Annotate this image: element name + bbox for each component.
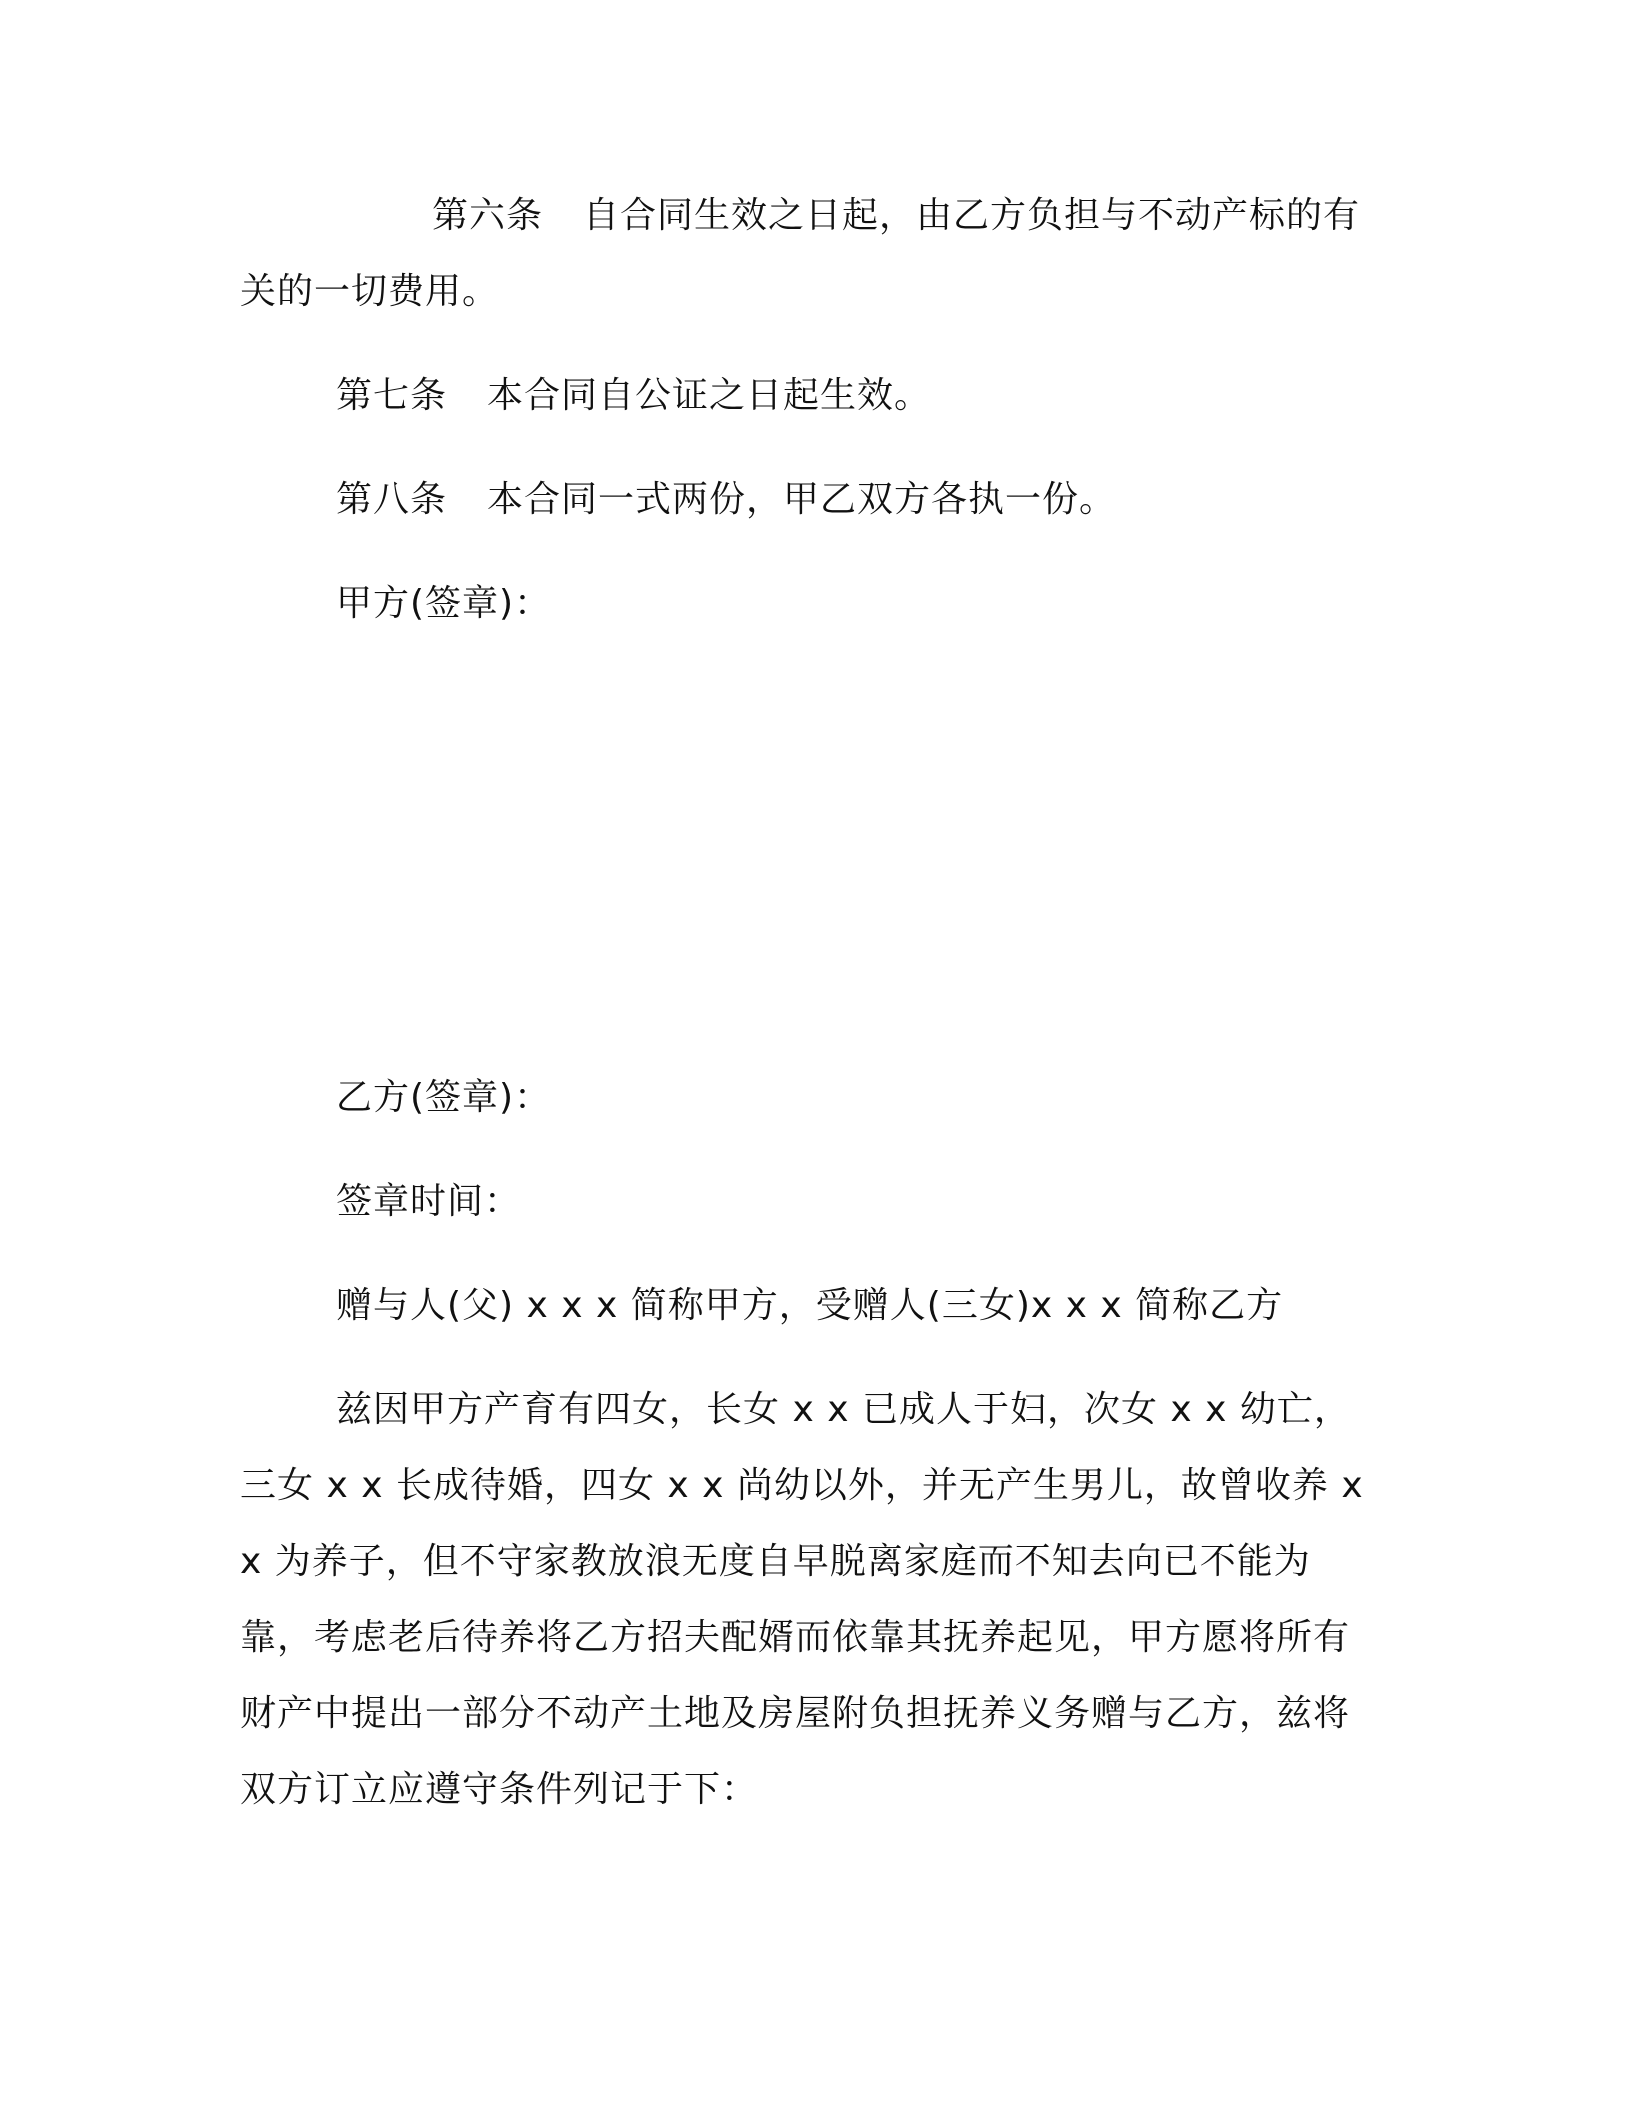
party-b-signature: 乙方(签章)： <box>336 1077 552 1118</box>
article-7-text: 本合同自公证之日起生效。 <box>487 375 932 416</box>
preamble-paragraph: 兹因甲方产育有四女，长女 x x 已成人于妇，次女 x x 幼亡，三女 x x 长成待婚，四女 x x 尚幼以外，并无产生男儿，故曾收养 x x 为养子，但不守家教放浪无度自早脱离家庭而不知去向已不能为靠，考虑老后待养将乙方招夫配婿而依靠其抚养起见，甲方愿将所有财产中提出一部分不动产土地及房屋附负担抚养义务赠与乙方，兹将双方订立应遵守条件列记于下： <box>240 1389 1364 1810</box>
article-6 <box>240 178 1380 330</box>
article-8-text: 本合同一式两份，甲乙双方各执一份。 <box>487 479 1117 520</box>
article-7 <box>336 358 931 434</box>
article-7-number: 第七条 <box>336 375 448 416</box>
article-8-number: 第八条 <box>336 479 448 520</box>
party-a-signature: 甲方(签章)： <box>336 583 552 624</box>
article-6-number: 第六条 <box>432 195 544 236</box>
parties-intro: 赠与人(父) x x x 简称甲方，受赠人(三女)x x x 简称乙方 <box>336 1285 1284 1326</box>
signature-time: 签章时间： <box>336 1181 522 1222</box>
article-6-text: 自合同生效之日起，由乙方负担与不动产标的有关的一切费用。 <box>240 195 1361 312</box>
article-8 <box>336 462 1116 538</box>
